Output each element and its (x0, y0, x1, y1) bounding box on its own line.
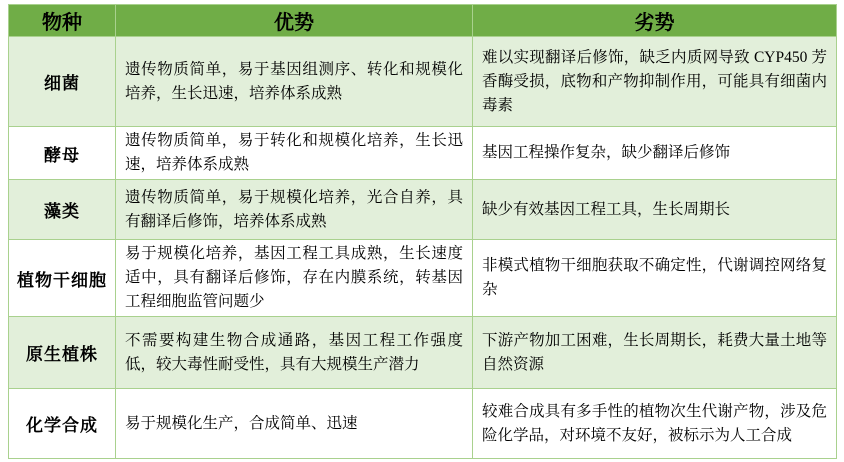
table-row-chemical-synthesis (9, 389, 837, 459)
table-row-plant-stem-cell (9, 240, 837, 317)
disadvantages-cell: 缺少有效基因工程工具，生长周期长 (473, 180, 837, 240)
species-comparison-table (8, 4, 837, 459)
species-cell: 化学合成 (9, 389, 116, 459)
column-header-disadvantages: 劣势 (473, 5, 837, 37)
disadvantages-cell: 较难合成具有多手性的植物次生代谢产物，涉及危险化学品，对环境不友好，被标示为人工合成 (473, 389, 837, 459)
column-header-species: 物种 (9, 5, 116, 37)
advantages-cell: 不需要构建生物合成通路，基因工程工作强度低，较大毒性耐受性，具有大规模生产潜力 (116, 317, 473, 389)
species-cell: 藻类 (9, 180, 116, 240)
advantages-cell: 易于规模化生产，合成简单、迅速 (116, 389, 473, 459)
species-cell: 酵母 (9, 127, 116, 180)
table-row-yeast (9, 127, 837, 180)
disadvantages-cell: 基因工程操作复杂，缺少翻译后修饰 (473, 127, 837, 180)
species-cell: 原生植株 (9, 317, 116, 389)
disadvantages-cell: 下游产物加工困难，生长周期长，耗费大量土地等自然资源 (473, 317, 837, 389)
header-row (9, 5, 837, 37)
table-row-algae (9, 180, 837, 240)
species-cell: 细菌 (9, 37, 116, 127)
advantages-cell: 遗传物质简单，易于转化和规模化培养，生长迅速，培养体系成熟 (116, 127, 473, 180)
disadvantages-cell: 难以实现翻译后修饰，缺乏内质网导致 CYP450 芳香酶受损，底物和产物抑制作用，可能具有细菌内毒素 (473, 37, 837, 127)
advantages-cell: 遗传物质简单，易于规模化培养，光合自养，具有翻译后修饰，培养体系成熟 (116, 180, 473, 240)
table-row-bacteria (9, 37, 837, 127)
table-row-native-plant (9, 317, 837, 389)
disadvantages-cell: 非模式植物干细胞获取不确定性，代谢调控网络复杂 (473, 240, 837, 317)
species-cell: 植物干细胞 (9, 240, 116, 317)
advantages-cell: 易于规模化培养，基因工程工具成熟，生长速度适中，具有翻译后修饰，存在内膜系统，转基因工程细胞监管问题少 (116, 240, 473, 317)
column-header-advantages: 优势 (116, 5, 473, 37)
advantages-cell: 遗传物质简单，易于基因组测序、转化和规模化培养，生长迅速，培养体系成熟 (116, 37, 473, 127)
